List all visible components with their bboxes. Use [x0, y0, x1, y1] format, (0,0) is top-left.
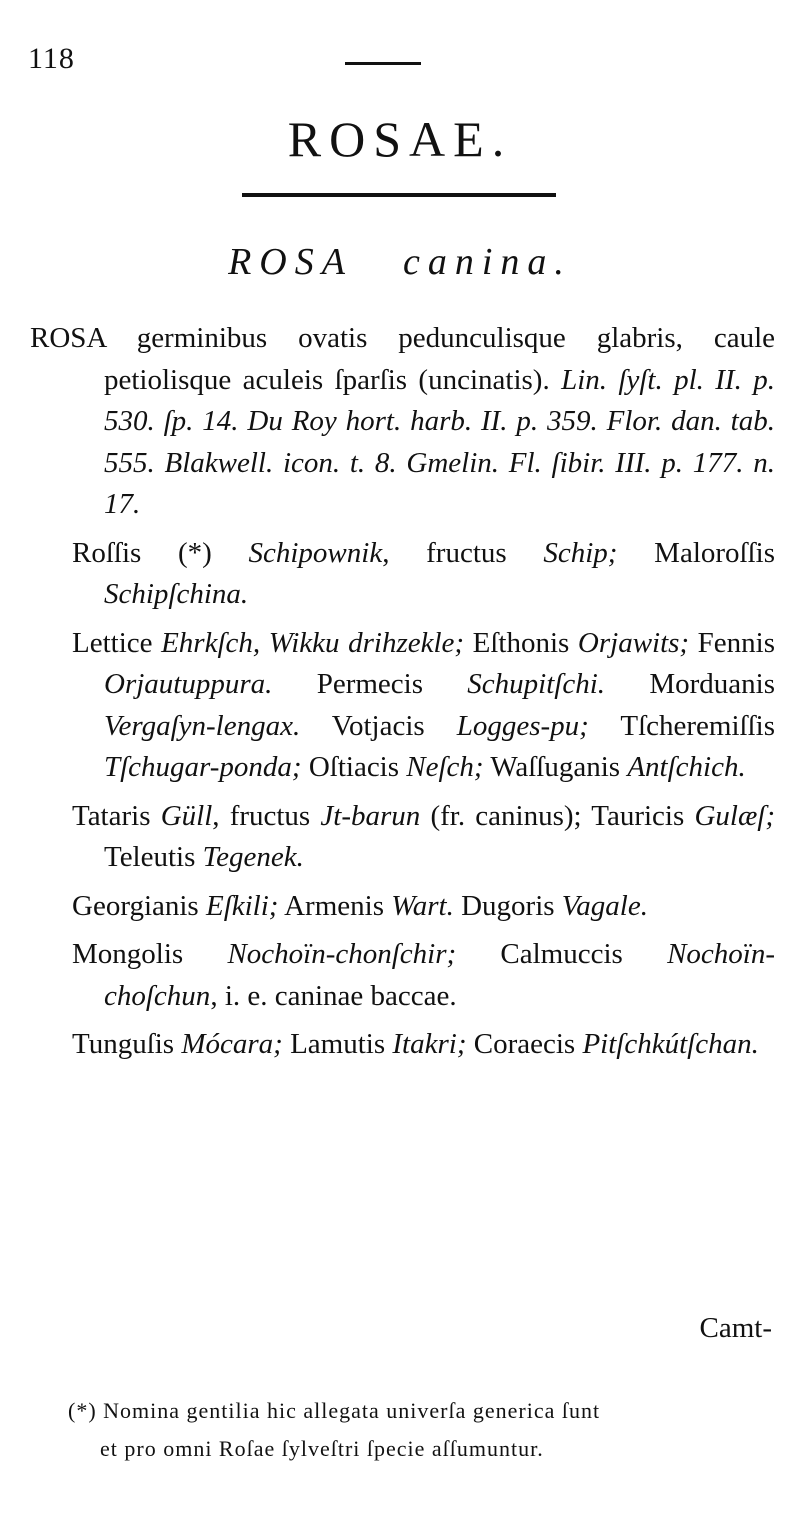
name-text: Fennis [689, 626, 776, 659]
name-italic: Pitſchkútſchan. [582, 1028, 759, 1060]
name-italic: Orjautuppura. [104, 668, 273, 700]
footnote [68, 1392, 776, 1468]
name-text: Eſthonis [464, 626, 578, 659]
name-italic: Neſch; [406, 751, 484, 783]
vernacular-names-tungus [30, 1024, 775, 1066]
species-heading [0, 240, 800, 284]
name-text: , fructus [212, 799, 321, 832]
name-text: , fructus [382, 536, 544, 569]
diagnosis-references: Lin. ſyſt. pl. II. p. 530. ſp. 14. Du Roy hort. harb. II. p. 359. Flor. dan. tab. 555. Blakwell. icon. t. 8. Gmelin. Fl. ſibir. III. p. 177. n. 17. [104, 363, 775, 520]
name-italic: Wart. [391, 889, 454, 922]
species-genus: ROSA [228, 241, 353, 283]
vernacular-names-russian [30, 533, 775, 616]
name-italic: Tegenek. [202, 841, 304, 873]
name-text: , i. e. caninae baccae. [210, 979, 457, 1012]
name-text: Lamutis [282, 1028, 393, 1060]
name-italic: Tſchugar-ponda; [104, 751, 302, 783]
name-italic: Schupitſchi. [467, 668, 606, 700]
vernacular-names-tatar [30, 796, 775, 879]
name-text: Morduanis [605, 668, 775, 700]
name-italic: Schipownik [248, 536, 383, 569]
name-italic: Itakri; [392, 1028, 467, 1060]
name-text: Permecis [272, 668, 468, 700]
name-text: Mongolis [72, 938, 228, 970]
name-italic: Mócara; [181, 1028, 283, 1060]
name-text: Georgianis [72, 889, 206, 922]
name-text: Calmuccis [456, 938, 668, 970]
species-epithet: canina. [402, 241, 572, 283]
name-text: Maloroſſis [617, 536, 775, 569]
footnote-line: et pro omni Roſae ſylveſtri ſpecie aſſumuntur. [100, 1436, 544, 1461]
name-italic: Nochoïn-chonſchir; [227, 938, 457, 970]
name-text: Votjacis [300, 709, 457, 742]
name-italic: Vergaſyn-lengax. [104, 709, 301, 742]
name-italic: Schipſchina. [104, 578, 249, 610]
name-text: Tſcheremiſſis [588, 709, 775, 742]
name-text: Lettice [72, 626, 162, 659]
name-italic: Antſchich. [627, 751, 746, 783]
name-italic: Eſkili; [205, 889, 279, 922]
name-text: Oſtiacis [301, 751, 407, 783]
vernacular-names-finnic [30, 623, 775, 789]
name-text: (fr. caninus); Tauricis [420, 799, 695, 832]
vernacular-names-mongol [30, 934, 775, 1017]
name-text: Roſſis (*) [72, 536, 249, 569]
name-text: Tataris [72, 799, 161, 832]
name-text: Waſſuganis [483, 751, 628, 783]
title-rule [242, 193, 556, 197]
header-rule [345, 62, 421, 65]
name-text: Armenis [278, 889, 392, 922]
page-number: 118 [28, 42, 75, 75]
name-italic: Ehrkſch, Wikku drihzekle; [161, 626, 465, 659]
vernacular-names-caucasus [30, 886, 775, 928]
name-italic: Vagale. [561, 889, 648, 922]
footnote-line: (*) Nomina gentilia hic allegata univerſa generica ſunt [68, 1398, 601, 1423]
name-italic: Gulæſ; [694, 799, 776, 832]
name-italic: Schip; [543, 536, 618, 569]
name-text: Coraecis [466, 1028, 583, 1060]
name-text: Tunguſis [72, 1028, 182, 1060]
body-text [30, 318, 775, 1073]
diagnosis-paragraph [30, 318, 775, 526]
diagnosis-text: germinibus ovatis pedunculisque glabris, caule petiolisque aculeis ſparſis (uncinatis). [104, 322, 775, 396]
name-italic: Güll [160, 799, 213, 832]
diagnosis-lead: ROSA [30, 322, 106, 354]
name-text: Dugoris [453, 889, 562, 922]
name-text: Teleutis [104, 841, 203, 873]
section-title: ROSAE. [287, 111, 513, 167]
name-italic: Logges-pu; [456, 709, 589, 742]
name-italic: Jt-barun [320, 799, 421, 832]
name-italic: Orjawits; [577, 626, 690, 659]
name-italic: Nochoïn-choſchun [104, 938, 776, 1012]
catchword: Camt- [699, 1312, 772, 1344]
